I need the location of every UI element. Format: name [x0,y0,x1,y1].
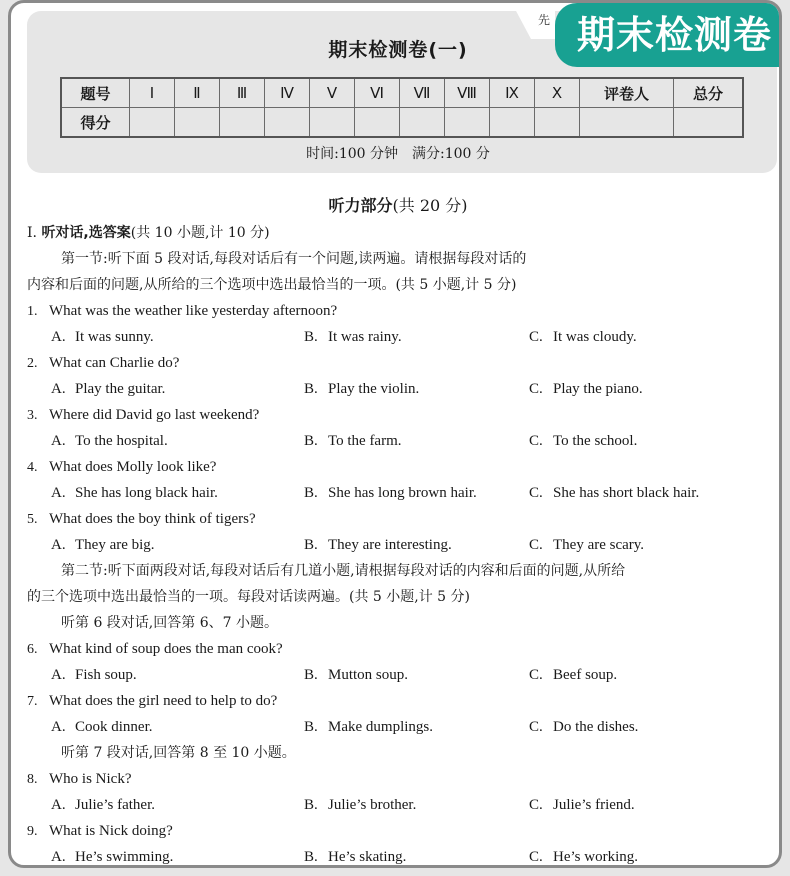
option-text: It was sunny. [75,329,154,345]
score-cell[interactable] [490,108,535,138]
option-b[interactable] [304,324,402,350]
option-letter: A. [51,719,66,735]
option-letter: A. [51,667,66,683]
score-cell[interactable] [130,108,175,138]
question-stem [27,766,777,792]
option-a[interactable] [51,480,218,506]
option-letter: B. [304,329,318,345]
part1-number: Ⅰ. [27,225,37,241]
exam-page [8,0,782,868]
option-letter: B. [304,719,318,735]
question-options [27,532,777,558]
option-b[interactable] [304,532,452,558]
part1-heading [27,220,777,246]
option-letter: A. [51,329,66,345]
part1-title: 听对话,选答案 [41,225,131,241]
option-text: Do the dishes. [553,719,639,735]
question-text: What does the girl need to help to do? [49,693,278,709]
question-number: 9. [27,824,38,839]
dialog6-note: 听第 6 段对话,回答第 6、7 小题。 [61,615,278,631]
option-a[interactable] [51,844,173,868]
option-b[interactable] [304,662,408,688]
score-cell[interactable] [535,108,580,138]
header-cell-2: Ⅱ [175,78,220,108]
exam-title: 期末检测卷(一) [328,39,468,61]
pre-char: 先 [538,13,551,27]
option-text: Make dumplings. [328,719,433,735]
option-b[interactable] [304,428,402,454]
option-text: She has short black hair. [553,485,700,501]
option-text: Beef soup. [553,667,618,683]
option-letter: C. [529,433,543,449]
option-a[interactable] [51,324,154,350]
question-number: 3. [27,408,38,423]
score-cell[interactable] [445,108,490,138]
option-a[interactable] [51,428,168,454]
option-c[interactable] [529,428,637,454]
option-text: Fish soup. [75,667,137,683]
question-number: 4. [27,460,38,475]
dialog7-note: 听第 7 段对话,回答第 8 至 10 小题。 [61,745,296,761]
question-number: 5. [27,512,38,527]
question-options [27,662,777,688]
question-text: What does Molly look like? [49,459,217,475]
header-cell-label: 题号 [61,78,130,108]
option-letter: C. [529,329,543,345]
question-text: Where did David go last weekend? [49,407,260,423]
question-options [27,376,777,402]
option-a[interactable] [51,662,137,688]
option-text: He’s skating. [328,849,407,865]
question-stem [27,506,777,532]
option-c[interactable] [529,662,617,688]
option-letter: A. [51,381,66,397]
option-letter: C. [529,849,543,865]
option-b[interactable] [304,714,433,740]
option-letter: A. [51,433,66,449]
option-letter: B. [304,667,318,683]
option-a[interactable] [51,376,165,402]
header-cell-8: Ⅷ [445,78,490,108]
option-letter: A. [51,797,66,813]
option-b[interactable] [304,480,477,506]
header-cell-5: Ⅴ [310,78,355,108]
option-letter: C. [529,537,543,553]
score-cell[interactable] [400,108,445,138]
option-a[interactable] [51,792,155,818]
question-number: 7. [27,694,38,709]
option-b[interactable] [304,844,406,868]
question-options [27,480,777,506]
question-number: 2. [27,356,38,371]
header-cell-total: 总分 [674,78,744,108]
question-text: What can Charlie do? [49,355,180,371]
option-text: Cook dinner. [75,719,153,735]
section-title-main: 听力部分 [328,196,393,215]
sub2-instruction-line2: 的三个选项中选出最恰当的一项。每段对话读两遍。(共 5 小题,计 5 分) [27,589,470,605]
time-info: 时间:100 分钟 满分:100 分 [306,146,490,162]
question-text: What was the weather like yesterday afternoon? [49,303,338,319]
option-text: She has long brown hair. [328,485,477,501]
option-letter: A. [51,537,66,553]
score-cell[interactable] [310,108,355,138]
option-letter: C. [529,797,543,813]
option-b[interactable] [304,376,419,402]
option-letter: A. [51,485,66,501]
option-c[interactable] [529,714,638,740]
section-title [11,193,782,216]
header-cell-9: Ⅸ [490,78,535,108]
header-cell-6: Ⅵ [355,78,400,108]
option-c[interactable] [529,376,643,402]
sub1-instruction-line1: 第一节:听下面 5 段对话,每段对话后有一个问题,读两遍。请根据每段对话的 [61,251,527,267]
option-letter: B. [304,485,318,501]
question-stem [27,298,777,324]
option-text: They are interesting. [328,537,452,553]
option-text: They are scary. [553,537,645,553]
option-letter: C. [529,719,543,735]
header-cell-1: Ⅰ [130,78,175,108]
option-text: He’s swimming. [75,849,174,865]
score-cell[interactable] [355,108,400,138]
option-text: He’s working. [553,849,638,865]
question-text: What kind of soup does the man cook? [49,641,283,657]
option-text: Play the guitar. [75,381,166,397]
question-options [27,714,777,740]
option-c[interactable] [529,844,638,868]
option-b[interactable] [304,792,416,818]
option-c[interactable] [529,532,644,558]
option-text: Julie’s friend. [553,797,635,813]
option-text: Julie’s brother. [328,797,417,813]
sub1-instruction-line2: 内容和后面的问题,从所给的三个选项中选出最恰当的一项。(共 5 小题,计 5 分) [27,277,517,293]
score-table-score-row [61,108,743,138]
option-text: They are big. [75,537,155,553]
question-stem [27,350,777,376]
option-text: It was rainy. [328,329,402,345]
question-stem [27,454,777,480]
section-title-suffix: (共 20 分) [392,196,468,215]
question-stem [27,688,777,714]
option-text: Play the violin. [328,381,420,397]
option-letter: A. [51,849,66,865]
score-table-header-row [61,78,743,108]
question-text: Who is Nick? [49,771,132,787]
score-table [60,77,744,138]
question-number: 6. [27,642,38,657]
option-c[interactable] [529,480,699,506]
exam-type-badge: 期末检测卷 [555,3,782,67]
option-c[interactable] [529,792,635,818]
option-text: Julie’s father. [75,797,155,813]
header-cell-3: Ⅲ [220,78,265,108]
option-text: To the farm. [328,433,402,449]
option-text: She has long black hair. [75,485,218,501]
question-options [27,324,777,350]
option-text: It was cloudy. [553,329,637,345]
question-content [27,220,777,868]
header-cell-10: Ⅹ [535,78,580,108]
option-text: Play the piano. [553,381,643,397]
question-options [27,792,777,818]
option-letter: C. [529,381,543,397]
question-stem [27,818,777,844]
question-text: What does the boy think of tigers? [49,511,256,527]
total-cell[interactable] [674,108,744,138]
question-number: 8. [27,772,38,787]
option-text: To the school. [553,433,638,449]
question-options [27,428,777,454]
score-cell[interactable] [175,108,220,138]
option-text: To the hospital. [75,433,168,449]
header-cell-4: Ⅳ [265,78,310,108]
option-letter: B. [304,537,318,553]
sub2-instruction-line1: 第二节:听下面两段对话,每段对话后有几道小题,请根据每段对话的内容和后面的问题,从所给 [61,563,626,579]
option-letter: B. [304,381,318,397]
header-cell-7: Ⅶ [400,78,445,108]
score-cell[interactable] [265,108,310,138]
grader-cell[interactable] [580,108,674,138]
question-stem [27,636,777,662]
question-number: 1. [27,304,38,319]
option-c[interactable] [529,324,637,350]
option-a[interactable] [51,714,153,740]
option-letter: C. [529,485,543,501]
option-letter: B. [304,433,318,449]
option-letter: B. [304,849,318,865]
question-stem [27,402,777,428]
option-letter: B. [304,797,318,813]
option-letter: C. [529,667,543,683]
score-cell[interactable] [220,108,265,138]
question-text: What is Nick doing? [49,823,173,839]
option-a[interactable] [51,532,155,558]
option-text: Mutton soup. [328,667,409,683]
header-cell-grader: 评卷人 [580,78,674,108]
part1-suffix: (共 10 小题,计 10 分) [130,225,270,241]
score-row-label: 得分 [61,108,130,138]
question-options [27,844,777,868]
